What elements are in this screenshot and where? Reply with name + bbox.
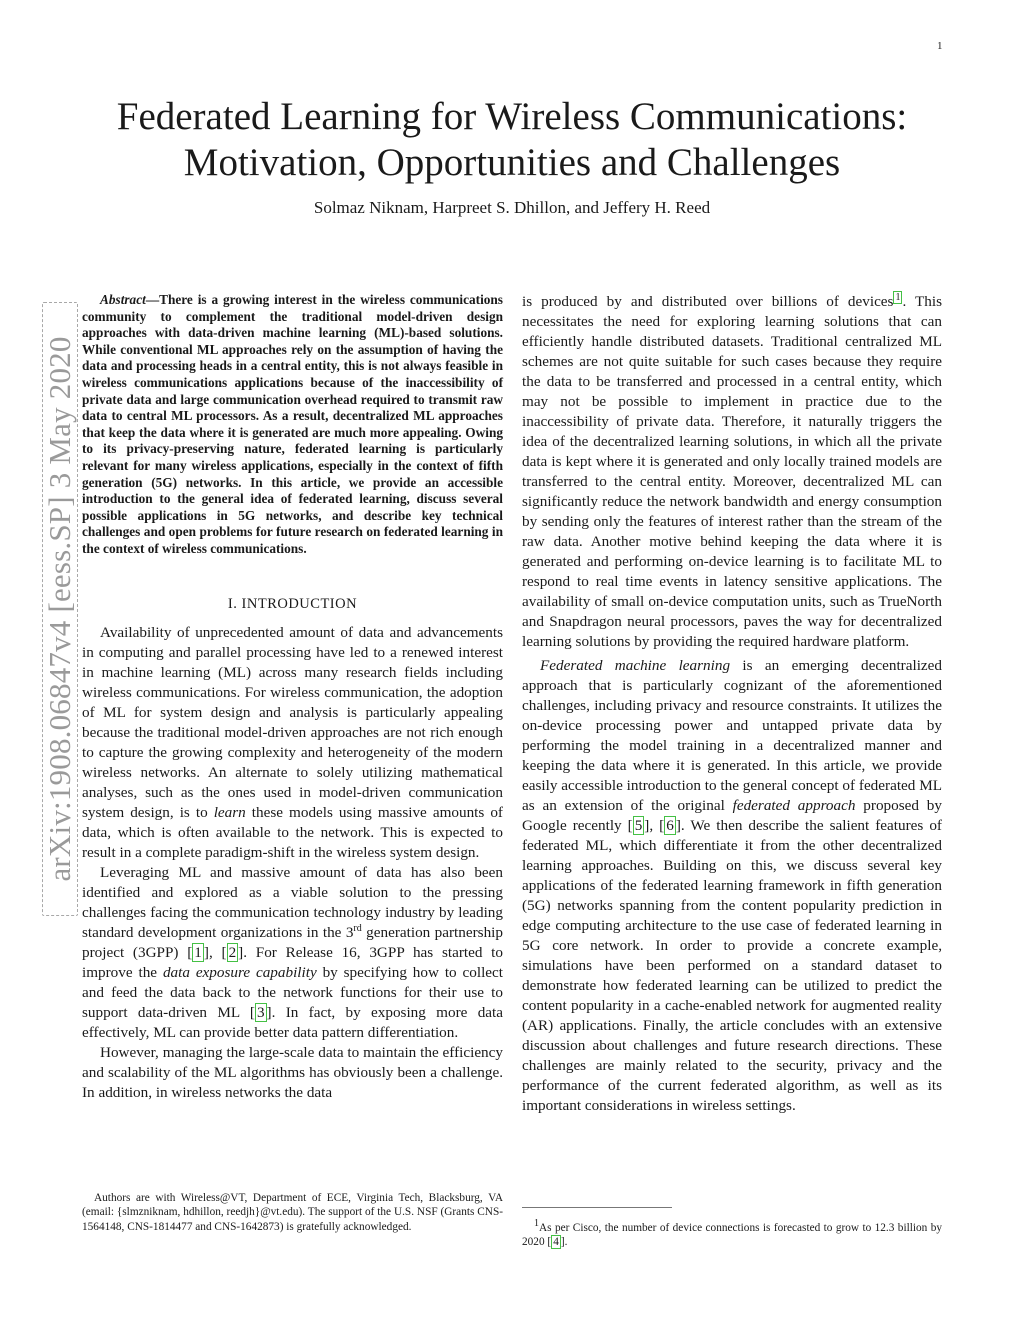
page-number: 1 xyxy=(937,40,943,52)
abstract-label: Abstract xyxy=(100,292,146,307)
text-run: by specifying how to collect and feed the data back to the network functions for their use to support data-driven ML [ xyxy=(82,963,503,1021)
text-run: ]. In fact, by exposing more data effectively, ML can provide better data pattern differentiation. xyxy=(82,1003,503,1041)
superscript: rd xyxy=(353,922,362,934)
paper-title xyxy=(60,94,964,186)
footnote-1 xyxy=(522,1218,942,1250)
footnote-rule xyxy=(522,1207,672,1208)
arxiv-identifier-stamp xyxy=(42,302,78,916)
abstract-text: There is a growing interest in the wireless communications community to complement the traditional model-driven design approaches with data-driven machine learning (ML)-based solutions. While conventional ML approaches rely on the assumption of having the data and processing heads in a central entity, this is not always feasible in wireless communications applications because of the inaccessibility of private data and large communication overhead required to transmit raw data to central ML processors. As a result, decentralized ML approaches that keep the data where it is generated are much more appealing. Owing to its privacy-preserving nature, federated learning is particularly relevant for many wireless applications, especially in the context of fifth generation (5G) networks. In this article, we provide an accessible introduction to the general idea of federated learning, discuss several possible applications in 5G networks, and describe key technical challenges and open problems for future research on federated learning in the context of wireless communications. xyxy=(82,292,503,556)
citation-link-6[interactable]: 6 xyxy=(666,817,674,834)
intro-paragraph-3: However, managing the large-scale data to maintain the efficiency and scalability of the ML algorithms has obviously been a challenge. In addition, in wireless networks the data xyxy=(82,1043,503,1101)
text-run: is produced by and distributed over billions of devices xyxy=(522,293,894,310)
emphasis: Federated machine learning xyxy=(540,657,731,674)
citation-link-2[interactable]: 2 xyxy=(228,943,237,961)
right-column xyxy=(522,292,942,1116)
text-run: . This necessitates the need for exploring learning solutions that can efficiently handle distributed datasets. Traditional centralized ML schemes are not quite suitable for such cases because they require the data to be transferred and processed in a central entity, which may not be possible to implement in practice due to the inaccessibility of private data. Therefore, it naturally triggers the idea of the decentralized learning solutions, in which all the private data is kept where it is generated and only locally trained models are transferred to the central entity. Moreover, decentralized ML can significantly reduce the network bandwidth and energy consumption by sending only the features of interest rather than the stream of the raw data. Another motive behind keeping the data where it is generated and performing on-device learning is to facilitate ML to respond to real time events in latency sensitive applications. The availability of small on-device computation units, such as TrueNorth and Snapdragon neural processors, paves the way for decentralized learning solutions by providing the required hardware platform. xyxy=(522,293,942,650)
citation-link-1[interactable]: 1 xyxy=(194,943,202,961)
text-run: As per Cisco, the number of device connections is forecasted to grow to 12.3 billion by 2020 [ xyxy=(522,1222,942,1249)
abstract-dash: — xyxy=(145,292,160,307)
emphasis: federated approach xyxy=(732,797,856,814)
left-column xyxy=(82,292,503,1103)
intro-paragraph-5 xyxy=(522,656,942,1116)
text-run: generation partnership project (3GPP) [ xyxy=(82,923,503,961)
intro-paragraph-1 xyxy=(82,623,503,863)
paper-title-line-2: Motivation, Opportunities and Challenges xyxy=(183,141,841,184)
text-run: Leveraging ML and massive amount of data has also been identified and explored as a viable solution to the pressing challenges facing the communication technology industry by leading standard development organizations in the 3 xyxy=(82,863,503,941)
text-run: these models using massive amounts of data, which is often available to the network. This is expected to result in a complete paradigm-shift in the wireless system design. xyxy=(82,803,503,861)
section-title-rest: NTRODUCTION xyxy=(246,595,358,612)
text-run: proposed by Google recently [ xyxy=(522,797,942,834)
text-run: is an emerging decentralized approach that is particularly cognizant of the aforementioned challenges, including privacy and resource constraints. It utilizes the on-device processing power and untapped private data by performing the model training in a decentralized manner and keeping the data where it is generated. In this article, we provide easily accessible introduction to the general concept of federated ML as an extension of the original xyxy=(522,657,942,814)
affiliation-footnote: Authors are with Wireless@VT, Department of ECE, Virginia Tech, Blacksburg, VA (email: {slmzniknam, hdhillon, reedjh}@vt.edu). The support of the U.S. NSF (Grants CNS-1564148, CNS-1814477 and CNS-1642873) is gratefully acknowledged. xyxy=(82,1192,503,1233)
citation-link-4[interactable]: 4 xyxy=(553,1236,559,1249)
intro-paragraph-4 xyxy=(522,292,942,652)
author-list: Solmaz Niknam, Harpreet S. Dhillon, and Jeffery H. Reed xyxy=(313,198,711,217)
abstract xyxy=(82,292,503,558)
arxiv-identifier-text: arXiv:1908.06847v4 [eess.SP] 3 May 2020 xyxy=(42,336,77,882)
text-run: ], [ xyxy=(644,817,665,834)
text-run: ]. We then describe the salient features of federated ML, which differentiate it from the other decentralized learning approaches. Building on this, we discuss several key applications of the federated learning framework in fifth generation (5G) networks spanning from the content popularity prediction in edge computing architecture to the use case of federated learning in 5G core network. In order to provide a concrete example, simulations have been performed on a standard dataset to demonstrate how federated learning can be utilized to predict the content popularity in a cache-enabled network for augmented reality (AR) applications. Finally, the article concludes with an extensive discussion about challenges and future research directions. These challenges are mainly related to the security, privacy and the performance of the current federated algorithm, as well as its important considerations in wireless settings. xyxy=(522,817,942,1114)
paper-title-line-1: Federated Learning for Wireless Communications: xyxy=(116,95,908,138)
footnote-mark: 1 xyxy=(534,1218,539,1230)
text-run: Availability of unprecedented amount of data and advancements in computing and parallel processing have led to a renewed interest in machine learning (ML) across many research fields including wireless communications. For wireless communication, the adoption of ML for system design and analysis is particularly appealing because the traditional model-driven approaches are not rich enough to capture the growing complexity and heterogeneity of the modern wireless networks. An alternate to solely utilizing mathematical analyses, such as the ones used in model-driven communication system design, is to xyxy=(82,623,503,821)
emphasis: learn xyxy=(213,803,246,821)
footnote-link-1[interactable]: 1 xyxy=(895,291,901,303)
text-run: ]. For Release 16, 3GPP has started to improve the xyxy=(82,943,503,981)
emphasis: data exposure capability xyxy=(162,963,317,981)
section-numeral: I. xyxy=(227,595,242,612)
section-initial: I xyxy=(241,595,247,612)
citation-link-3[interactable]: 3 xyxy=(256,1003,265,1021)
citation-link-5[interactable]: 5 xyxy=(634,817,643,834)
text-run: ]. xyxy=(560,1236,568,1249)
section-heading-introduction xyxy=(82,596,503,613)
intro-paragraph-2 xyxy=(82,863,503,1043)
text-run: ], [ xyxy=(203,943,227,961)
